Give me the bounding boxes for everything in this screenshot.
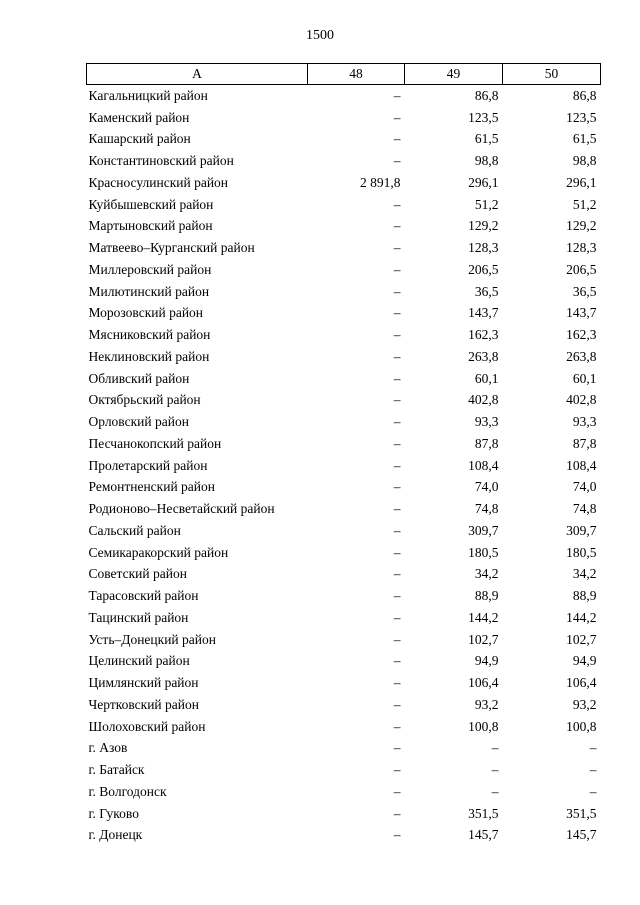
value-cell: – (393, 196, 401, 212)
value-cell: 74,8 (474, 501, 499, 517)
value-cell: 60,1 (572, 370, 597, 386)
table-row (87, 411, 601, 433)
value-cell: – (393, 457, 401, 473)
value-cell: – (393, 392, 401, 408)
table-row (87, 498, 601, 520)
value-cell: – (393, 87, 401, 103)
value-cell: 206,5 (468, 261, 499, 277)
table-row (87, 455, 601, 477)
row-label: Мясниковский район (88, 327, 211, 343)
row-label: Сальский район (88, 522, 181, 538)
row-label: Каменский район (88, 109, 190, 125)
value-cell: – (393, 218, 401, 234)
value-cell: 93,2 (474, 696, 499, 712)
row-label: Обливский район (88, 370, 190, 386)
value-cell: – (393, 696, 401, 712)
value-cell: 128,3 (566, 240, 597, 256)
row-label: Шолоховский район (88, 718, 206, 734)
value-cell: 86,8 (572, 87, 597, 103)
row-label: Красносулинский район (88, 174, 229, 190)
row-label: Неклиновский район (88, 348, 210, 364)
value-cell: 87,8 (474, 435, 499, 451)
value-cell: 88,9 (474, 588, 499, 604)
row-label: Тацинский район (88, 609, 189, 625)
value-cell: 296,1 (566, 174, 597, 190)
value-cell: 51,2 (572, 196, 597, 212)
value-cell: – (393, 827, 401, 843)
value-cell: – (393, 414, 401, 430)
value-cell: 144,2 (468, 609, 499, 625)
table-row (87, 390, 601, 412)
value-cell: – (393, 501, 401, 517)
value-cell: 143,7 (468, 305, 499, 321)
row-label: Милютинский район (88, 283, 210, 299)
value-cell: 94,9 (572, 653, 597, 669)
row-label: Родионово–Несветайский район (88, 501, 275, 517)
value-cell: 351,5 (566, 805, 597, 821)
value-cell: 93,3 (572, 414, 597, 430)
row-label: Семикаракорский район (88, 544, 229, 560)
value-cell: 98,8 (474, 153, 499, 169)
table-row (87, 607, 601, 629)
value-cell: 309,7 (468, 522, 499, 538)
row-label: Ремонтненский район (88, 479, 215, 495)
row-label: Миллеровский район (88, 261, 212, 277)
value-cell: 36,5 (474, 283, 499, 299)
table-row (87, 172, 601, 194)
table-row (87, 477, 601, 499)
value-cell: 128,3 (468, 240, 499, 256)
row-label: Матвеево–Курганский район (88, 240, 255, 256)
value-cell: 106,4 (566, 675, 597, 691)
value-cell: 296,1 (468, 174, 499, 190)
value-cell: – (393, 805, 401, 821)
value-cell: 162,3 (566, 327, 597, 343)
value-cell: 102,7 (468, 631, 499, 647)
value-cell: 180,5 (468, 544, 499, 560)
row-label: Октябрьский район (88, 392, 201, 408)
row-label: г. Гуково (88, 805, 139, 821)
row-label: Песчанокопский район (88, 435, 222, 451)
row-label: г. Батайск (88, 762, 145, 778)
value-cell: – (393, 240, 401, 256)
table-row (87, 520, 601, 542)
value-cell: 351,5 (468, 805, 499, 821)
value-cell: 263,8 (566, 348, 597, 364)
value-cell: – (393, 718, 401, 734)
value-cell: 108,4 (468, 457, 499, 473)
table-row (87, 781, 601, 803)
value-cell: 36,5 (572, 283, 597, 299)
table-row (87, 237, 601, 259)
row-label: Морозовский район (88, 305, 204, 321)
row-label: Кашарский район (88, 131, 191, 147)
value-cell: – (491, 762, 499, 778)
row-label: Орловский район (88, 414, 189, 430)
row-label: г. Донецк (88, 827, 143, 843)
value-cell: 123,5 (566, 109, 597, 125)
value-cell: 60,1 (474, 370, 499, 386)
table-row (87, 716, 601, 738)
value-cell: 34,2 (572, 566, 597, 582)
table-row (87, 303, 601, 325)
value-cell: 98,8 (572, 153, 597, 169)
row-label: Константиновский район (88, 153, 234, 169)
row-label: Мартыновский район (88, 218, 213, 234)
value-cell: 123,5 (468, 109, 499, 125)
table-row (87, 194, 601, 216)
value-cell: 106,4 (468, 675, 499, 691)
header-cell-49: 49 (405, 64, 503, 85)
value-cell: – (491, 740, 499, 756)
table-row (87, 759, 601, 781)
value-cell: 206,5 (566, 261, 597, 277)
table-row (87, 216, 601, 238)
value-cell: 61,5 (572, 131, 597, 147)
table-row (87, 85, 601, 107)
value-cell: – (393, 588, 401, 604)
value-cell: – (393, 109, 401, 125)
table-row (87, 324, 601, 346)
table-row (87, 346, 601, 368)
row-label: Целинский район (88, 653, 190, 669)
row-label: Советский район (88, 566, 187, 582)
value-cell: 74,0 (474, 479, 499, 495)
value-cell: – (393, 305, 401, 321)
value-cell: – (393, 544, 401, 560)
row-label: Цимлянский район (88, 675, 199, 691)
value-cell: 263,8 (468, 348, 499, 364)
table-row (87, 629, 601, 651)
value-cell: – (393, 370, 401, 386)
table-body (87, 85, 601, 847)
value-cell: – (491, 783, 499, 799)
value-cell: 74,8 (572, 501, 597, 517)
table-row (87, 150, 601, 172)
table-row (87, 129, 601, 151)
value-cell: – (393, 740, 401, 756)
value-cell: – (393, 131, 401, 147)
row-label: Усть–Донецкий район (88, 631, 216, 647)
table-row (87, 433, 601, 455)
value-cell: – (393, 675, 401, 691)
table-row (87, 107, 601, 129)
value-cell: 145,7 (468, 827, 499, 843)
table-row (87, 738, 601, 760)
row-label: Тарасовский район (88, 588, 199, 604)
value-cell: 129,2 (468, 218, 499, 234)
table-row (87, 542, 601, 564)
table-row (87, 803, 601, 825)
value-cell: – (589, 783, 597, 799)
row-label: Кагальницкий район (88, 87, 208, 103)
value-cell: 34,2 (474, 566, 499, 582)
value-cell: 100,8 (468, 718, 499, 734)
table-row (87, 564, 601, 586)
value-cell: – (393, 783, 401, 799)
value-cell: 145,7 (566, 827, 597, 843)
header-cell-48: 48 (308, 64, 405, 85)
table-row (87, 694, 601, 716)
header-row (87, 64, 601, 85)
table-row (87, 368, 601, 390)
value-cell: – (393, 522, 401, 538)
data-table (86, 63, 601, 846)
value-cell: 402,8 (468, 392, 499, 408)
table-row (87, 825, 601, 847)
value-cell: – (393, 435, 401, 451)
value-cell: – (393, 327, 401, 343)
value-cell: 93,3 (474, 414, 499, 430)
value-cell: 162,3 (468, 327, 499, 343)
value-cell: 108,4 (566, 457, 597, 473)
value-cell: – (393, 348, 401, 364)
row-label: Куйбышевский район (88, 196, 214, 212)
value-cell: 2 891,8 (360, 174, 401, 190)
value-cell: 180,5 (566, 544, 597, 560)
header-cell-50: 50 (503, 64, 601, 85)
value-cell: 100,8 (566, 718, 597, 734)
value-cell: – (393, 479, 401, 495)
value-cell: 88,9 (572, 588, 597, 604)
value-cell: – (393, 566, 401, 582)
value-cell: 102,7 (566, 631, 597, 647)
value-cell: – (589, 740, 597, 756)
value-cell: – (393, 153, 401, 169)
value-cell: 143,7 (566, 305, 597, 321)
row-label: Пролетарский район (88, 457, 208, 473)
value-cell: 402,8 (566, 392, 597, 408)
value-cell: 74,0 (572, 479, 597, 495)
value-cell: 93,2 (572, 696, 597, 712)
value-cell: 129,2 (566, 218, 597, 234)
table-row (87, 281, 601, 303)
table-row (87, 585, 601, 607)
value-cell: – (393, 762, 401, 778)
value-cell: – (393, 631, 401, 647)
table-row (87, 672, 601, 694)
row-label: г. Азов (88, 740, 128, 756)
row-label: Чертковский район (88, 696, 199, 712)
value-cell: 61,5 (474, 131, 499, 147)
header-cell-a: А (87, 64, 308, 85)
table-row (87, 651, 601, 673)
value-cell: – (393, 653, 401, 669)
value-cell: – (589, 762, 597, 778)
row-label: г. Волгодонск (88, 783, 167, 799)
value-cell: 309,7 (566, 522, 597, 538)
value-cell: 144,2 (566, 609, 597, 625)
value-cell: 87,8 (572, 435, 597, 451)
value-cell: 94,9 (474, 653, 499, 669)
value-cell: – (393, 261, 401, 277)
value-cell: 51,2 (474, 196, 499, 212)
table-header (87, 64, 601, 85)
value-cell: 86,8 (474, 87, 499, 103)
table-row (87, 259, 601, 281)
page-number: 1500 (306, 28, 334, 43)
value-cell: – (393, 283, 401, 299)
value-cell: – (393, 609, 401, 625)
